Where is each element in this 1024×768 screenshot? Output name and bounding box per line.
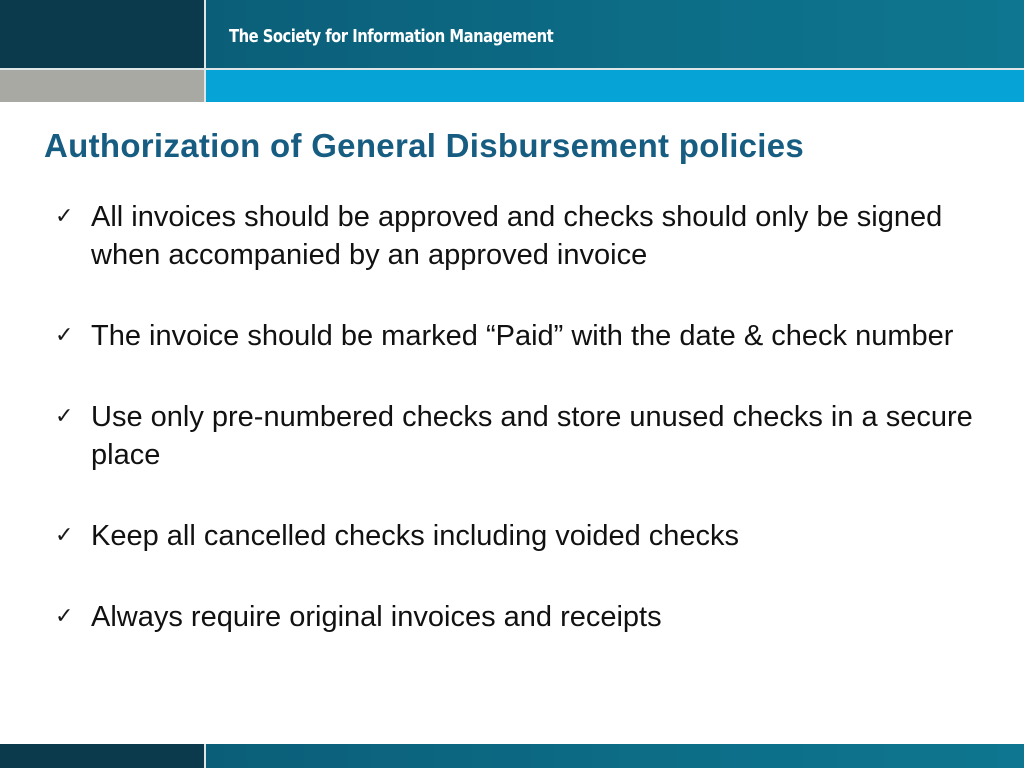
bullet-text: All invoices should be approved and checks should only be signed when accompanied by an approved invoice [91, 201, 943, 271]
header-vertical-divider [204, 0, 206, 102]
footer-teal-band [206, 744, 1024, 768]
bullet-item [55, 398, 975, 474]
footer-vertical-divider [204, 744, 206, 768]
bullet-text: Always require original invoices and receipts [91, 601, 662, 633]
bullet-item [55, 198, 975, 274]
slide-title: Authorization of General Disbursement policies [44, 127, 805, 164]
checkmark-icon: ✓ [55, 323, 74, 348]
header-dark-block [0, 0, 204, 68]
bullet-text: Keep all cancelled checks including voided checks [91, 520, 740, 552]
bullet-item [55, 317, 975, 355]
bullet-item [55, 517, 975, 555]
bullet-list [55, 198, 975, 679]
footer-dark-block [0, 744, 204, 768]
checkmark-icon: ✓ [55, 523, 74, 548]
checkmark-icon: ✓ [55, 204, 74, 229]
header-blue-band [206, 70, 1024, 102]
header-gray-block [0, 70, 204, 102]
bullet-item [55, 598, 975, 636]
organization-name: The Society for Information Management [229, 26, 554, 47]
header-horizontal-divider [0, 68, 1024, 70]
checkmark-icon: ✓ [55, 404, 74, 429]
bullet-text: The invoice should be marked “Paid” with the date & check number [91, 320, 954, 352]
checkmark-icon: ✓ [55, 604, 74, 629]
bullet-text: Use only pre-numbered checks and store unused checks in a secure place [91, 401, 973, 471]
